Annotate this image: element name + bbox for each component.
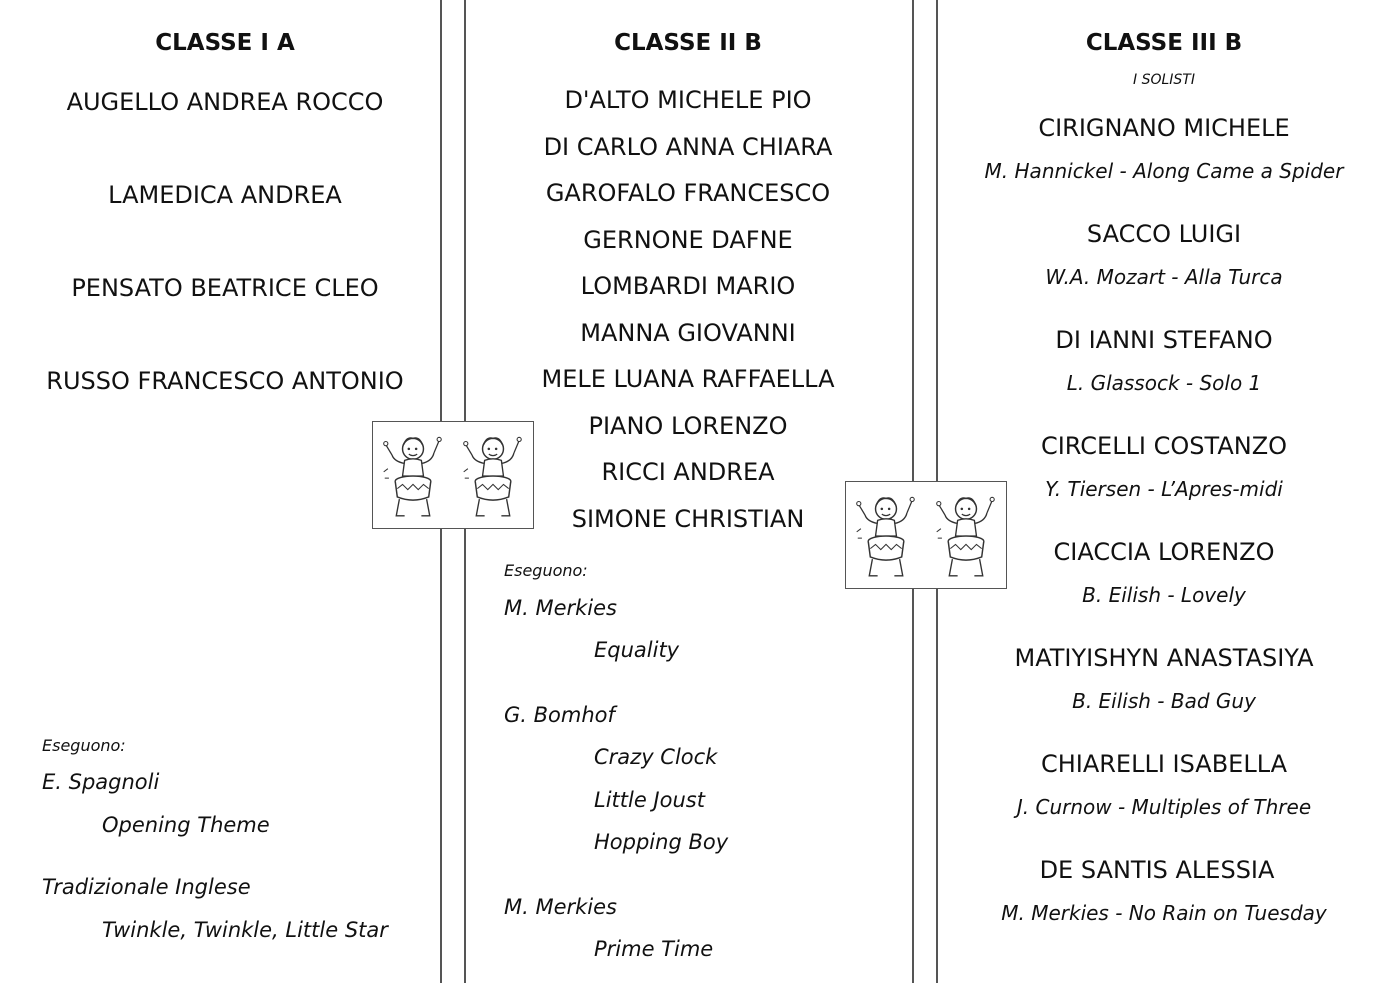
student-name: RUSSO FRANCESCO ANTONIO: [46, 367, 404, 395]
piece-title: Crazy Clock: [594, 745, 718, 769]
drummer-illustration-1: [372, 421, 534, 529]
soloist-piece: Y. Tiersen - L’Apres-midi: [1045, 477, 1283, 501]
soloist-name: MATIYISHYN ANASTASIYA: [1014, 644, 1314, 672]
student-name: AUGELLO ANDREA ROCCO: [66, 88, 384, 116]
student-name: DI CARLO ANNA CHIARA: [543, 133, 833, 161]
soloist-piece: B. Eilish - Bad Guy: [1072, 689, 1256, 713]
soloist-piece: W.A. Mozart - Alla Turca: [1045, 265, 1283, 289]
piece-title: Opening Theme: [102, 813, 270, 837]
piece-title: Prime Time: [594, 937, 714, 961]
student-name: PENSATO BEATRICE CLEO: [71, 274, 379, 302]
piece-title: Little Joust: [594, 788, 705, 812]
soloist-name: SACCO LUIGI: [1086, 220, 1242, 248]
eseguono-label: Eseguono:: [42, 736, 126, 755]
piece-title: Hopping Boy: [594, 830, 729, 854]
child-drummer-icon: [461, 430, 525, 520]
soloist-name: CIRIGNANO MICHELE: [1038, 114, 1290, 142]
eseguono-label: Eseguono:: [504, 561, 588, 580]
child-drummer-icon: [854, 490, 918, 580]
student-name: RICCI ANDREA: [601, 458, 775, 486]
soloist-name: CIACCIA LORENZO: [1053, 538, 1275, 566]
student-name: PIANO LORENZO: [588, 412, 788, 440]
child-drummer-icon: [381, 430, 445, 520]
soloist-piece: B. Eilish - Lovely: [1082, 583, 1246, 607]
class-title: CLASSE III B: [1085, 30, 1243, 56]
class-title: CLASSE I A: [155, 30, 295, 56]
piece-title: Equality: [594, 638, 680, 662]
soloist-piece: M. Hannickel - Along Came a Spider: [984, 159, 1344, 183]
student-name: LAMEDICA ANDREA: [108, 181, 342, 209]
student-name: GAROFALO FRANCESCO: [545, 179, 831, 207]
soloist-piece: M. Merkies - No Rain on Tuesday: [1001, 901, 1327, 925]
soloist-name: DI IANNI STEFANO: [1055, 326, 1273, 354]
composer: G. Bomhof: [504, 703, 615, 727]
drummer-illustration-2: [845, 481, 1007, 589]
composer: E. Spagnoli: [42, 770, 160, 794]
student-name: SIMONE CHRISTIAN: [571, 505, 805, 533]
composer: Tradizionale Inglese: [42, 875, 251, 899]
class-title: CLASSE II B: [614, 30, 762, 56]
soloist-piece: L. Glassock - Solo 1: [1066, 371, 1262, 395]
class-subtitle: I SOLISTI: [1133, 72, 1195, 88]
soloist-name: CIRCELLI COSTANZO: [1040, 432, 1288, 460]
student-name: MELE LUANA RAFFAELLA: [541, 365, 835, 393]
soloist-name: DE SANTIS ALESSIA: [1039, 856, 1275, 884]
soloist-piece: J. Curnow - Multiples of Three: [1016, 795, 1312, 819]
child-drummer-icon: [934, 490, 998, 580]
composer: M. Merkies: [504, 895, 617, 919]
composer: M. Merkies: [504, 596, 617, 620]
student-name: GERNONE DAFNE: [583, 226, 793, 254]
student-name: MANNA GIOVANNI: [580, 319, 796, 347]
student-name: D'ALTO MICHELE PIO: [564, 86, 812, 114]
student-name: LOMBARDI MARIO: [580, 272, 796, 300]
piece-title: Twinkle, Twinkle, Little Star: [102, 918, 388, 942]
soloist-name: CHIARELLI ISABELLA: [1040, 750, 1288, 778]
